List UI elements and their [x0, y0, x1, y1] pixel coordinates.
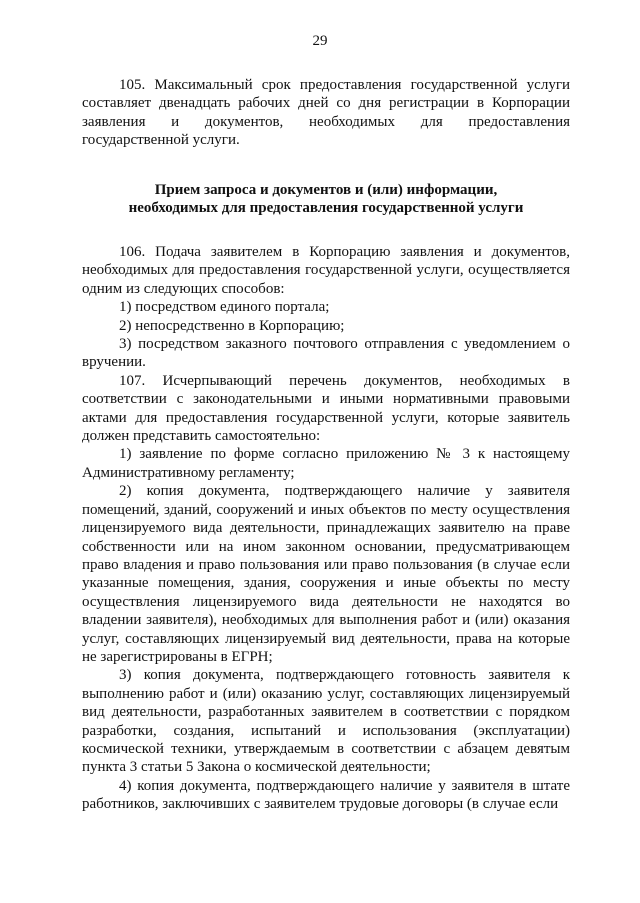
page-number: 29 — [312, 33, 328, 49]
list-item-106-3: 3) посредством заказного почтового отправления с уведомлением о вручении. — [82, 336, 570, 371]
paragraph-105: 105. Максимальный срок предоставления государственной услуги составляет двенадцать рабочих дней со дня регистрации в Корпорации заявления и документов, необходимых для предоставления государственной услуги. — [82, 77, 570, 149]
heading-line-1: Прием запроса и документов и (или) информации, — [154, 182, 498, 198]
section-top — [82, 76, 570, 150]
list-item-106-1: 1) посредством единого портала; — [119, 299, 330, 316]
list-item-107-2: 2) копия документа, подтверждающего наличие у заявителя помещений, зданий, сооружений и иных объектов по месту осуществления лицензируемого вида деятельности, принадлежащих заявителю на праве собственности или на ином законном основании, предусматривающем право владения и право пользования или право пользования (в случае если указанные помещения, здания, сооружения и иные объекты по месту осуществления лицензируемого вида деятельности не находятся во владении заявителя), необходимых для выполнения работ и (или) оказания услуг, составляющих лицензируемый вид деятельности, права на которые не зарегистрированы в ЕГРН; — [82, 483, 570, 665]
list-item-107-1: 1) заявление по форме согласно приложению № 3 к настоящему Административному регламенту; — [82, 446, 570, 481]
section-heading — [82, 181, 570, 218]
heading-line-2: необходимых для предоставления государственной услуги — [128, 200, 524, 217]
paragraph-106: 106. Подача заявителем в Корпорацию заявления и документов, необходимых для предоставления государственной услуги, осуществляется одним из следующих способов: — [82, 244, 570, 297]
section-main — [82, 243, 570, 814]
paragraph-107: 107. Исчерпывающий перечень документов, необходимых в соответствии с законодательными и иными нормативными правовыми актами для предоставления государственной услуги, которые заявитель должен представить самостоятельно: — [82, 372, 570, 445]
list-item-107-4: 4) копия документа, подтверждающего наличие у заявителя в штате работников, заключивших с заявителем трудовые договоры (в случае если — [82, 777, 570, 813]
list-item-106-2: 2) непосредственно в Корпорацию; — [119, 317, 345, 334]
list-item-107-3: 3) копия документа, подтверждающего готовность заявителя к выполнению работ и (или) оказанию услуг, составляющих лицензируемый вид деятельности, разработанных заявителем в соответствии с порядком разработки, создания, испытаний и использования (эксплуатации) космической техники, утверждаемым в соответствии с абзацем девятым пункта 3 статьи 5 Закона о космической деятельности; — [82, 667, 570, 776]
